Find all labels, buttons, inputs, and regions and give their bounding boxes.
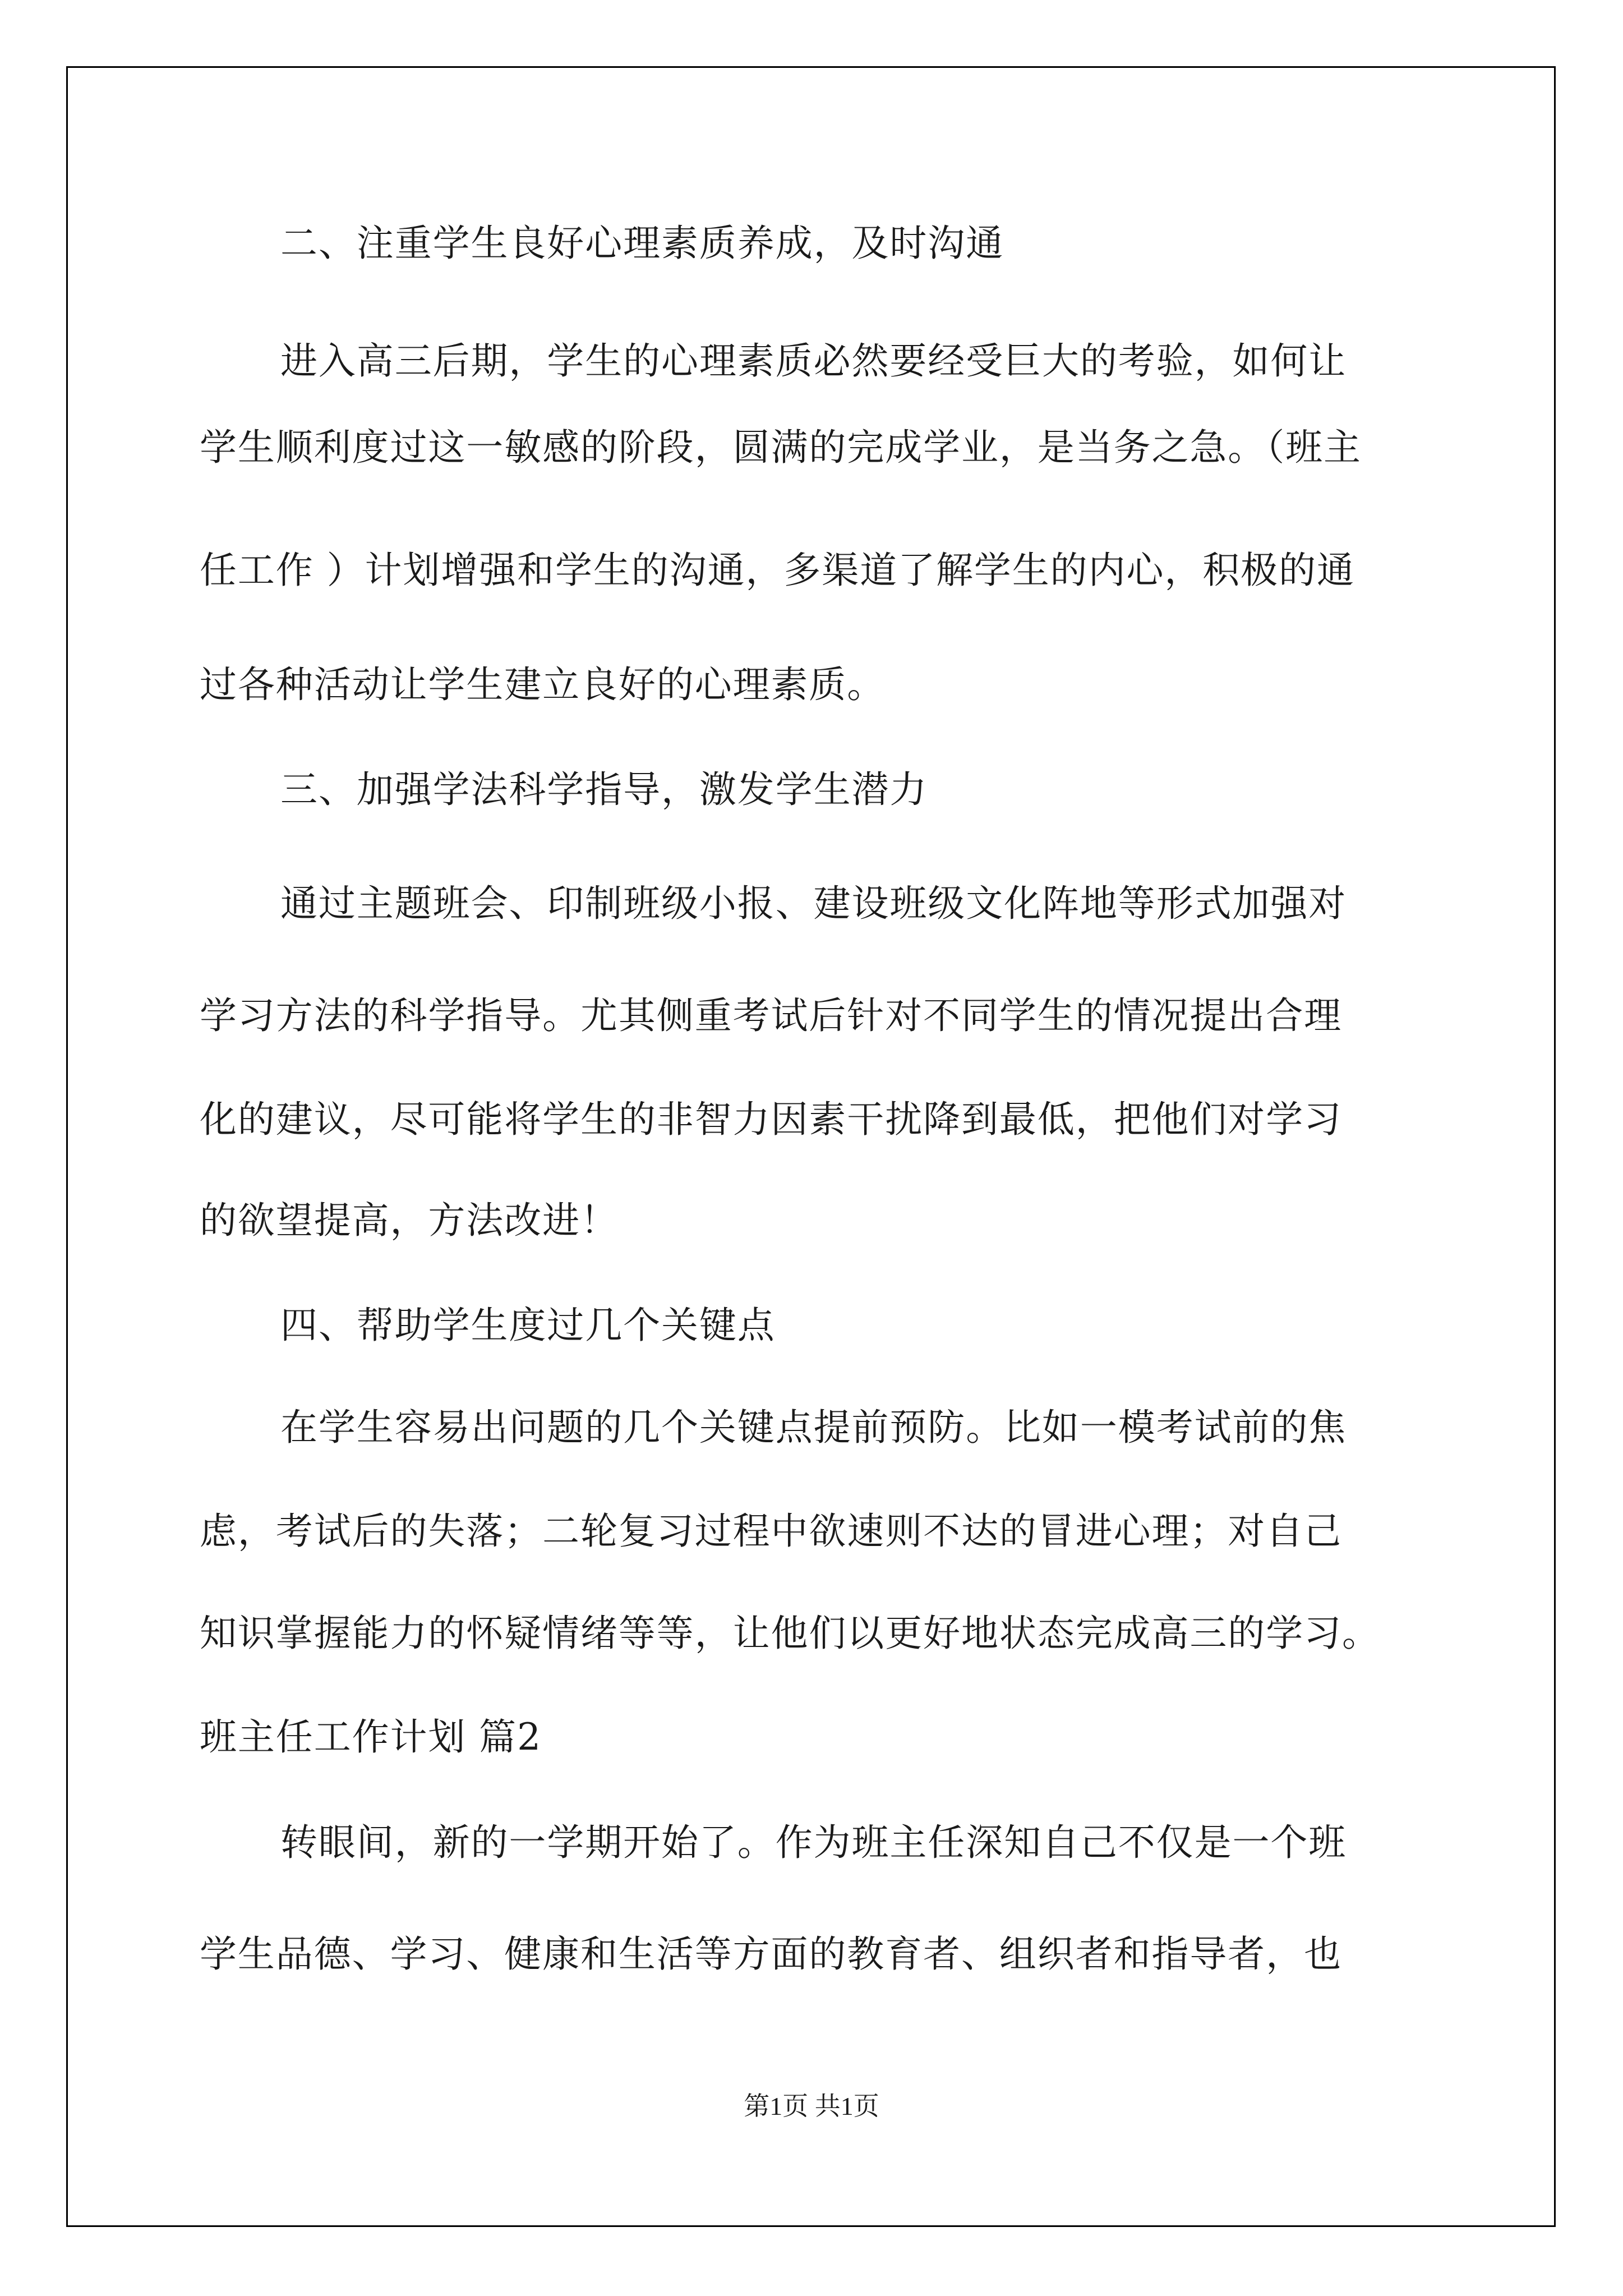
article-heading: 班主任工作计划 篇2 [200,1715,542,1759]
section-heading-3: 三、加强学法科学指导，激发学生潜力 [280,768,928,811]
paragraph-line: 在学生容易出问题的几个关键点提前预防。比如一模考试前的焦 [280,1406,1347,1449]
page-border [66,66,1556,2227]
section-heading-4: 四、帮助学生度过几个关键点 [280,1304,776,1347]
paragraph-line: 进入高三后期，学生的心理素质必然要经受巨大的考验，如何让 [280,339,1347,383]
paragraph-line: 知识掌握能力的怀疑情绪等等，让他们以更好地状态完成高三的学习。 [200,1612,1380,1655]
paragraph-line: 任工作 ）计划增强和学生的沟通，多渠道了解学生的内心，积极的通 [200,549,1355,592]
paragraph-line: 学生品德、学习、健康和生活等方面的教育者、组织者和指导者，也 [200,1932,1342,1976]
paragraph-line: 的欲望提高，方法改进！ [200,1199,619,1242]
paragraph-line: 转眼间，新的一学期开始了。作为班主任深知自己不仅是一个班 [280,1821,1347,1864]
paragraph-line: 通过主题班会、印制班级小报、建设班级文化阵地等形式加强对 [280,882,1347,925]
paragraph-line: 虑，考试后的失落；二轮复习过程中欲速则不达的冒进心理；对自己 [200,1510,1342,1553]
paragraph-line: 化的建议，尽可能将学生的非智力因素干扰降到最低，把他们对学习 [200,1098,1342,1141]
page-number: 第1页 共1页 [744,2092,879,2120]
paragraph-line: 过各种活动让学生建立良好的心理素质。 [200,663,886,706]
paragraph-line: 学习方法的科学指导。尤其侧重考试后针对不同学生的情况提出合理 [200,994,1342,1037]
paragraph-line: 学生顺利度过这一敏感的阶段，圆满的完成学业，是当务之急。（班主 [200,426,1362,469]
section-heading-2: 二、注重学生良好心理素质养成，及时沟通 [280,222,1004,265]
